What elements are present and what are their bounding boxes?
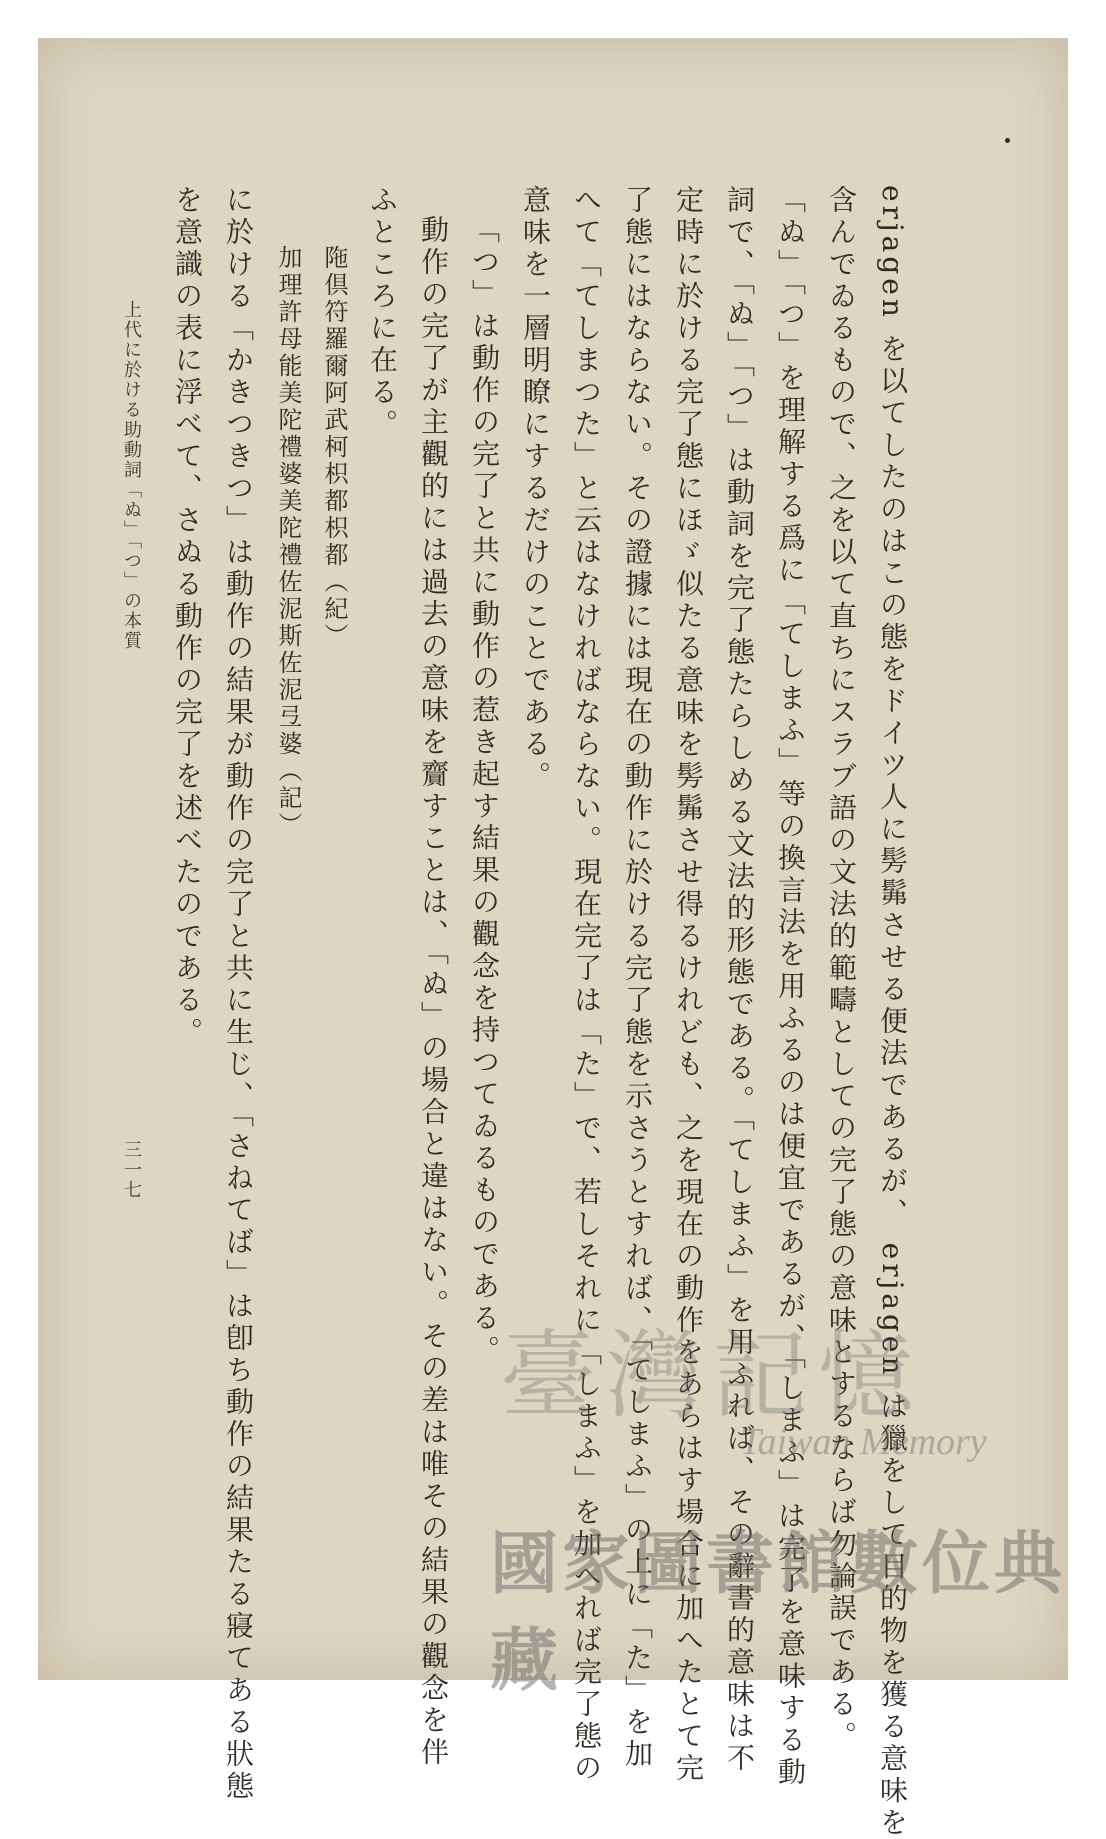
watermark-english: Taiwan Memory xyxy=(740,1421,987,1463)
quote-line-1: 陁倶符羅爾阿武柯枳都枳都（紀） xyxy=(320,245,348,650)
text-line-8: 意味を一層明瞭にするだけのことである。 xyxy=(519,185,552,793)
text-line-11: ふところに在る。 xyxy=(366,185,399,441)
text-line-3: 「ぬ」「つ」を理解する爲に「てしまふ」等の換言法を用ふるのは便宜であるが、「しまふ」は完了を意味する動 xyxy=(774,185,807,1789)
text-line-9: 「つ」は動作の完了と共に動作の惹き起す結果の觀念を持つてゐるものである。 xyxy=(468,215,501,1367)
text-line-7: へて「てしまつた」と云はなければならない。現在完了は「た」で、若しそれに「しまふ」を加へれば完了態の xyxy=(570,185,603,1785)
running-title: 上代に於ける助動詞「ぬ」「つ」の本質 xyxy=(121,300,142,651)
text-line-5: 定時に於ける完了態にほゞ似たる意味を髣髴させ得るけれども、之を現在の動作をあらはす場合に加へたとて完 xyxy=(672,185,705,1785)
page-number: 三一七 xyxy=(121,1140,142,1200)
ink-dot xyxy=(1005,138,1010,143)
text-line-10: 動作の完了が主觀的には過去の意味を齎すことは、「ぬ」の場合と違はない。その差は唯その結果の觀念を伴 xyxy=(417,215,450,1769)
text-line-12: に於ける「かきつきつ」は動作の結果が動作の完了と共に生じ、「さねてば」は卽ち動作の結果たる寢てある狀態 xyxy=(222,185,255,1803)
watermark-script: 臺灣記憶 xyxy=(500,1320,924,1432)
watermark-chinese: 國家圖書館數位典藏 xyxy=(490,1525,1067,1701)
quote-line-2: 加理許母能美陀禮婆美陀禮佐泥斯佐泥弖婆（記） xyxy=(274,245,302,839)
text-line-2: 含んでゐるもので、之を以て直ちにスラブ語の文法的範疇としての完了態の意味とするならば勿論誤である。 xyxy=(825,185,858,1753)
text-line-6: 了態にはならない。その證據には現在の動作に於ける完了態を示さうとすれば、「てしまふ」の上に「た」を加 xyxy=(621,185,654,1771)
text-line-4: 詞で、「ぬ」「つ」は動詞を完了態たらしめる文法的形態である。「てしまふ」を用ふれば、その辭書的意味は不 xyxy=(723,185,756,1775)
text-line-13: を意識の表に浮べて、さぬる動作の完了を述べたのである。 xyxy=(171,185,204,1049)
text-line-1: erjagen を以てしたのはこの態をドイツ人に髣髴させる便法であるが、 erjagen は獵をして目的物を獲る意味を xyxy=(876,185,909,1839)
